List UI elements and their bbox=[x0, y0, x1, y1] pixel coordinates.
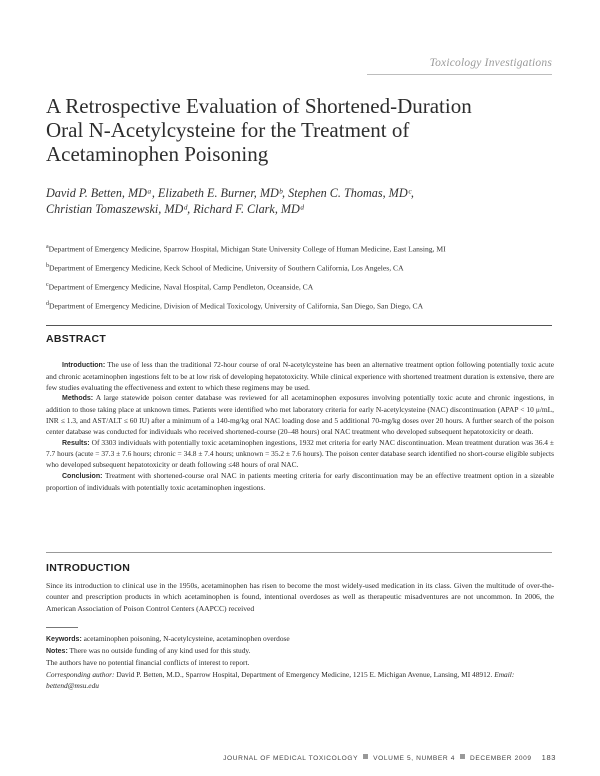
affiliation-mark: c bbox=[46, 282, 49, 288]
abstract-introduction bbox=[46, 360, 554, 393]
page-number: 183 bbox=[541, 753, 556, 762]
abstract-label: Methods: bbox=[62, 395, 94, 403]
abstract-body bbox=[46, 360, 554, 494]
affiliation-mark: a bbox=[46, 244, 49, 250]
separator-square-icon bbox=[363, 754, 368, 759]
abstract-text: Of 3303 individuals with potentially toxic acetaminophen ingestions, 1932 met criteria for early NAC discontinuation. Mean treatment duration was 36.4 ± 7.7 hours (acute = 37.3 ± 7.6 hours; chronic = 34.8 ± 7.4 hours; unknown = 35.2 ± 7.6 hours). The poison center database search identified no short-course eligible subjects who developed subsequent hepatotoxicity or death following ≤48 hours of oral NAC. bbox=[46, 437, 554, 470]
affiliation-b bbox=[46, 259, 566, 278]
author-line-1: David P. Betten, MDᵃ, Elizabeth E. Burner, MDᵇ, Stephen C. Thomas, MDᶜ, bbox=[46, 186, 414, 200]
keywords-text: acetaminophen poisoning, N-acetylcysteine, acetaminophen overdose bbox=[83, 634, 290, 643]
notes-line bbox=[46, 645, 554, 657]
author-line-2: Christian Tomaszewski, MDᵈ, Richard F. Clark, MDᵈ bbox=[46, 202, 304, 216]
affiliation-a bbox=[46, 240, 566, 259]
corresponding-text: David P. Betten, M.D., Sparrow Hospital, Department of Emergency Medicine, 1215 E. Michigan Avenue, Lansing, MI 48912. bbox=[116, 669, 493, 679]
affiliation-mark: b bbox=[46, 263, 49, 269]
title-line-1: A Retrospective Evaluation of Shortened-Duration bbox=[46, 94, 472, 118]
abstract-results bbox=[46, 438, 554, 471]
introduction-heading: INTRODUCTION bbox=[46, 562, 131, 574]
section-label: Toxicology Investigations bbox=[429, 57, 552, 69]
title-line-3: Acetaminophen Poisoning bbox=[46, 142, 269, 166]
title-line-2: Oral N-Acetylcysteine for the Treatment of bbox=[46, 118, 410, 142]
abstract-label: Conclusion: bbox=[62, 472, 103, 480]
affiliation-mark: d bbox=[46, 301, 49, 307]
email-link[interactable]: bettend@msu.edu bbox=[46, 680, 99, 690]
keywords-label: Keywords: bbox=[46, 636, 82, 643]
affiliation-d bbox=[46, 297, 566, 316]
abstract-conclusion bbox=[46, 471, 554, 494]
conflicts-line: The authors have no potential financial conflicts of interest to report. bbox=[46, 658, 250, 668]
author-list bbox=[46, 185, 566, 217]
affiliation-text: Department of Emergency Medicine, Division of Medical Toxicology, University of California, San Diego, San Diego, CA bbox=[49, 301, 424, 311]
header-rule bbox=[367, 74, 552, 75]
abstract-text: A large statewide poison center database was reviewed for all acetaminophen exposures involving potentially toxic acute and chronic ingestions, in addition to those taking place at unknown times. Patients were identified who met laboratory criteria for early N-acetylcysteine (NAC) discontinuation (APAP < 10 μ/mL, INR ≤ 1.3, and AST/ALT ≤ 60 IU) after a minimum of a 140-mg/kg oral NAC loading dose and 5 additional 70-mg/kg doses over 20 hours. A further search of the poison center database was conducted for individuals who received shortened-course (20–48 hours) oral NAC treatment who developed subsequent hepatotoxicity or death. bbox=[46, 393, 554, 436]
affiliation-text: Department of Emergency Medicine, Sparrow Hospital, Michigan State University College of Human Medicine, East Lansing, MI bbox=[48, 244, 446, 254]
abstract-heading: ABSTRACT bbox=[46, 333, 107, 345]
footer-volume: VOLUME 5, NUMBER 4 bbox=[373, 755, 455, 762]
email-label: Email: bbox=[494, 669, 515, 679]
corresponding-label: Corresponding author: bbox=[46, 669, 115, 679]
affiliation-c bbox=[46, 278, 566, 297]
abstract-label: Results: bbox=[62, 439, 90, 447]
article-title bbox=[46, 94, 566, 166]
corresponding-line bbox=[46, 669, 554, 691]
keywords-line bbox=[46, 633, 554, 645]
affiliations bbox=[46, 240, 566, 316]
notes-text: There was no outside funding of any kind used for this study. bbox=[69, 646, 251, 656]
separator-square-icon bbox=[460, 754, 465, 759]
affiliation-text: Department of Emergency Medicine, Keck School of Medicine, University of Southern California, Los Angeles, CA bbox=[49, 263, 404, 273]
page-footer bbox=[223, 753, 556, 762]
footnote-rule bbox=[46, 627, 78, 628]
abstract-text: The use of less than the traditional 72-hour course of oral N-acetylcysteine has been an alternative treatment option following potentially toxic acute and chronic acetaminophen ingestions felt to be at low risk of developing hepatotoxicity. While clinical experience with shortened treatment duration is extensive, there are few studies evaluating the effectiveness and extent to which these regimens may be used. bbox=[46, 360, 554, 392]
abstract-text: Treatment with shortened-course oral NAC in patients meeting criteria for early discontinuation may be an effective treatment option in a sizeable proportion of individuals with potentially toxic acetaminophen ingestions. bbox=[46, 470, 554, 492]
introduction-text: Since its introduction to clinical use in the 1950s, acetaminophen has risen to become the most widely-used medication in its class. Given the multitude of over-the-counter and prescription products in which acetaminophen is found, intentional overdoses as well as therapeutic misadventures are not uncommon. In 2006, the American Association of Poison Control Centers (AAPCC) received bbox=[46, 581, 554, 613]
affiliation-text: Department of Emergency Medicine, Naval Hospital, Camp Pendleton, Oceanside, CA bbox=[48, 282, 314, 292]
footer-date: DECEMBER 2009 bbox=[470, 755, 532, 762]
abstract-top-rule bbox=[46, 325, 552, 326]
footer-journal: JOURNAL OF MEDICAL TOXICOLOGY bbox=[223, 755, 359, 762]
notes-label: Notes: bbox=[46, 648, 68, 656]
article-notes bbox=[46, 633, 554, 691]
abstract-methods bbox=[46, 393, 554, 437]
abstract-bottom-rule bbox=[46, 552, 552, 553]
abstract-label: Introduction: bbox=[62, 362, 106, 369]
